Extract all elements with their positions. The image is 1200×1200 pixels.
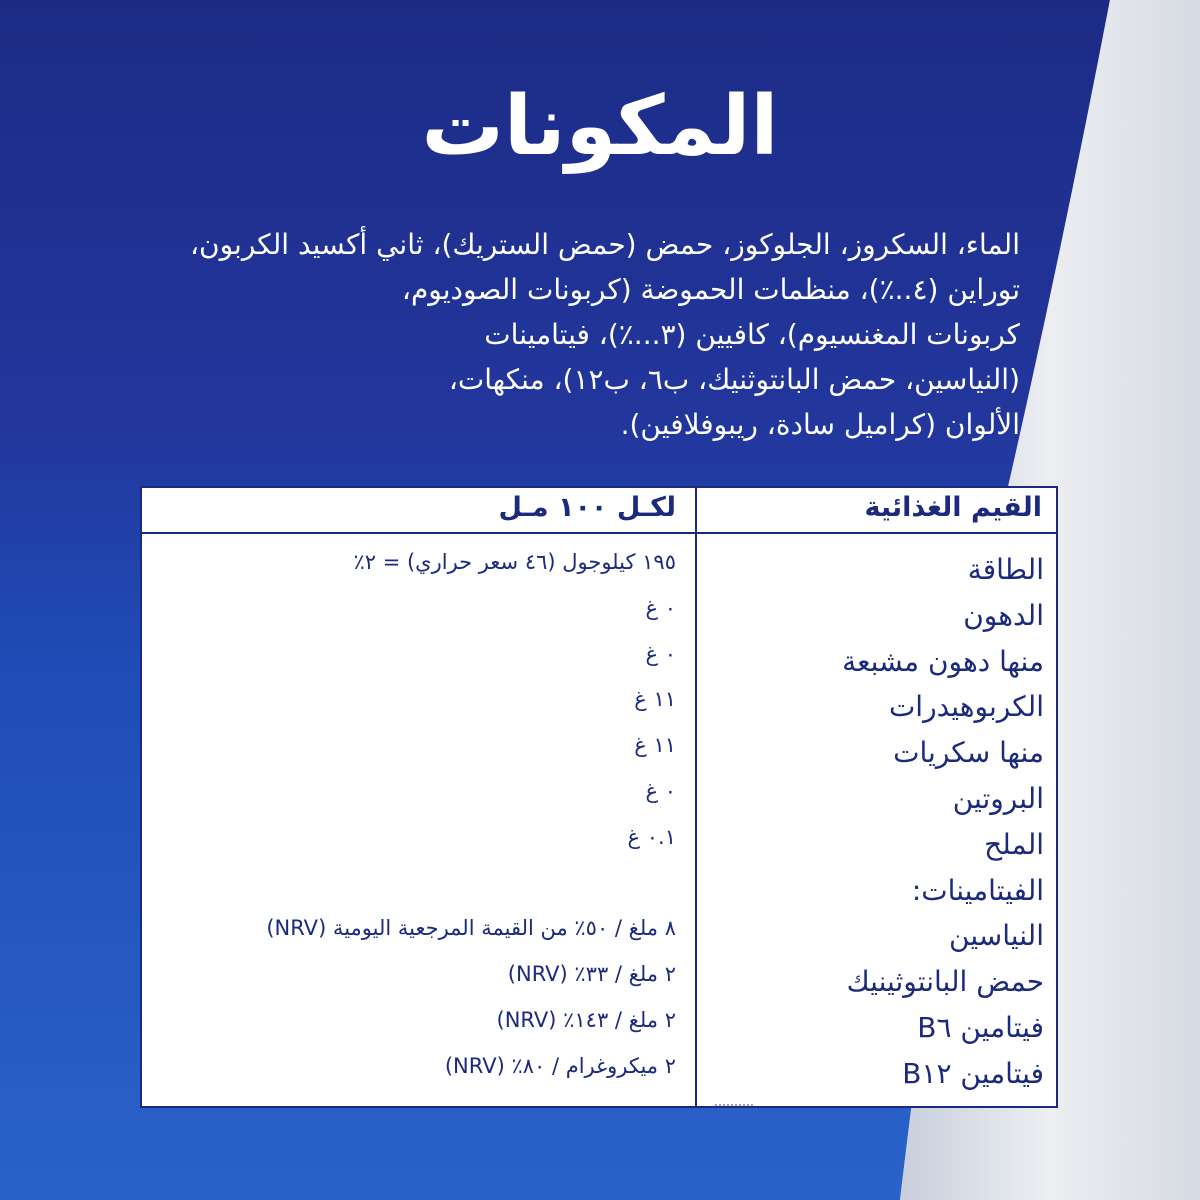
nutrient-name: منها دهون مشبعة [842, 644, 1044, 678]
nutrient-value: ١٩٥ كيلوجول (٤٦ سعر حراري) = ٢٪ [353, 550, 676, 574]
nutrient-value: ٢ ميكروغرام / ٨٠٪ (NRV) [444, 1053, 676, 1078]
nutrient-name: الدهون [963, 598, 1044, 632]
nutrient-value: ١١ غ [634, 733, 676, 758]
nutrient-names [704, 550, 1044, 1100]
nutrient-value: ٠ غ [645, 778, 676, 803]
nutrient-value: ٠.١ غ [627, 824, 676, 849]
nutrient-name: منها سكريات [893, 736, 1044, 770]
column-divider [695, 488, 697, 1106]
ingredients-line: الألوان (كراميل سادة، ريبوفلافين). [620, 408, 1020, 441]
nutrient-value [146, 865, 676, 911]
nutrient-value: ٨ ملغ / ٥٠٪ من القيمة المرجعية اليومية (NRV) [266, 916, 676, 941]
ingredients-line: توراين (٤..٪)، منظمات الحموضة (كربونات الصوديوم، [401, 273, 1020, 306]
ingredients-line: كربونات المغنسيوم)، كافيين (٣...٪)، فيتامينات [484, 318, 1020, 351]
header-per-100ml: لكـل ١٠٠ مـل [498, 492, 676, 523]
nutrient-name: الفيتامينات: [911, 873, 1044, 907]
nutrient-value: ٢ ملغ / ٣٣٪ (NRV) [507, 962, 676, 987]
nutrient-name: الطاقة [967, 553, 1044, 586]
nutrient-value: ٢ ملغ / ١٤٣٪ (NRV) [496, 1007, 676, 1032]
nutrition-table [140, 486, 1058, 1108]
ingredients-line: (النياسين، حمض البانتوثنيك، ب٦، ب١٢)، منكهات، [448, 363, 1020, 396]
nutrient-value: ٠ غ [645, 595, 676, 620]
decorative-mark [715, 1104, 753, 1116]
nutrient-name: فيتامين B١٢ [902, 1056, 1044, 1090]
nutrient-value: ٠ غ [645, 641, 676, 666]
page-title: المكونات [421, 79, 779, 174]
nutrient-name: الملح [984, 827, 1044, 861]
nutrient-name: النياسين [949, 919, 1044, 953]
nutrient-name: الكربوهيدرات [888, 690, 1044, 724]
ingredients-text [189, 222, 1020, 447]
nutrient-name: حمض البانتوثينيك [846, 965, 1044, 999]
ingredients-line: الماء، السكروز، الجلوكوز، حمض (حمض الستريك)، ثاني أكسيد الكربون، [189, 228, 1020, 261]
header-divider [142, 532, 1056, 534]
nutrient-name: فيتامين B٦ [917, 1010, 1044, 1044]
nutrient-values [146, 544, 676, 1094]
header-nutrient: القيم الغذائية [864, 492, 1042, 523]
nutrient-name: البروتين [952, 781, 1044, 815]
nutrient-value: ١١ غ [634, 687, 676, 712]
